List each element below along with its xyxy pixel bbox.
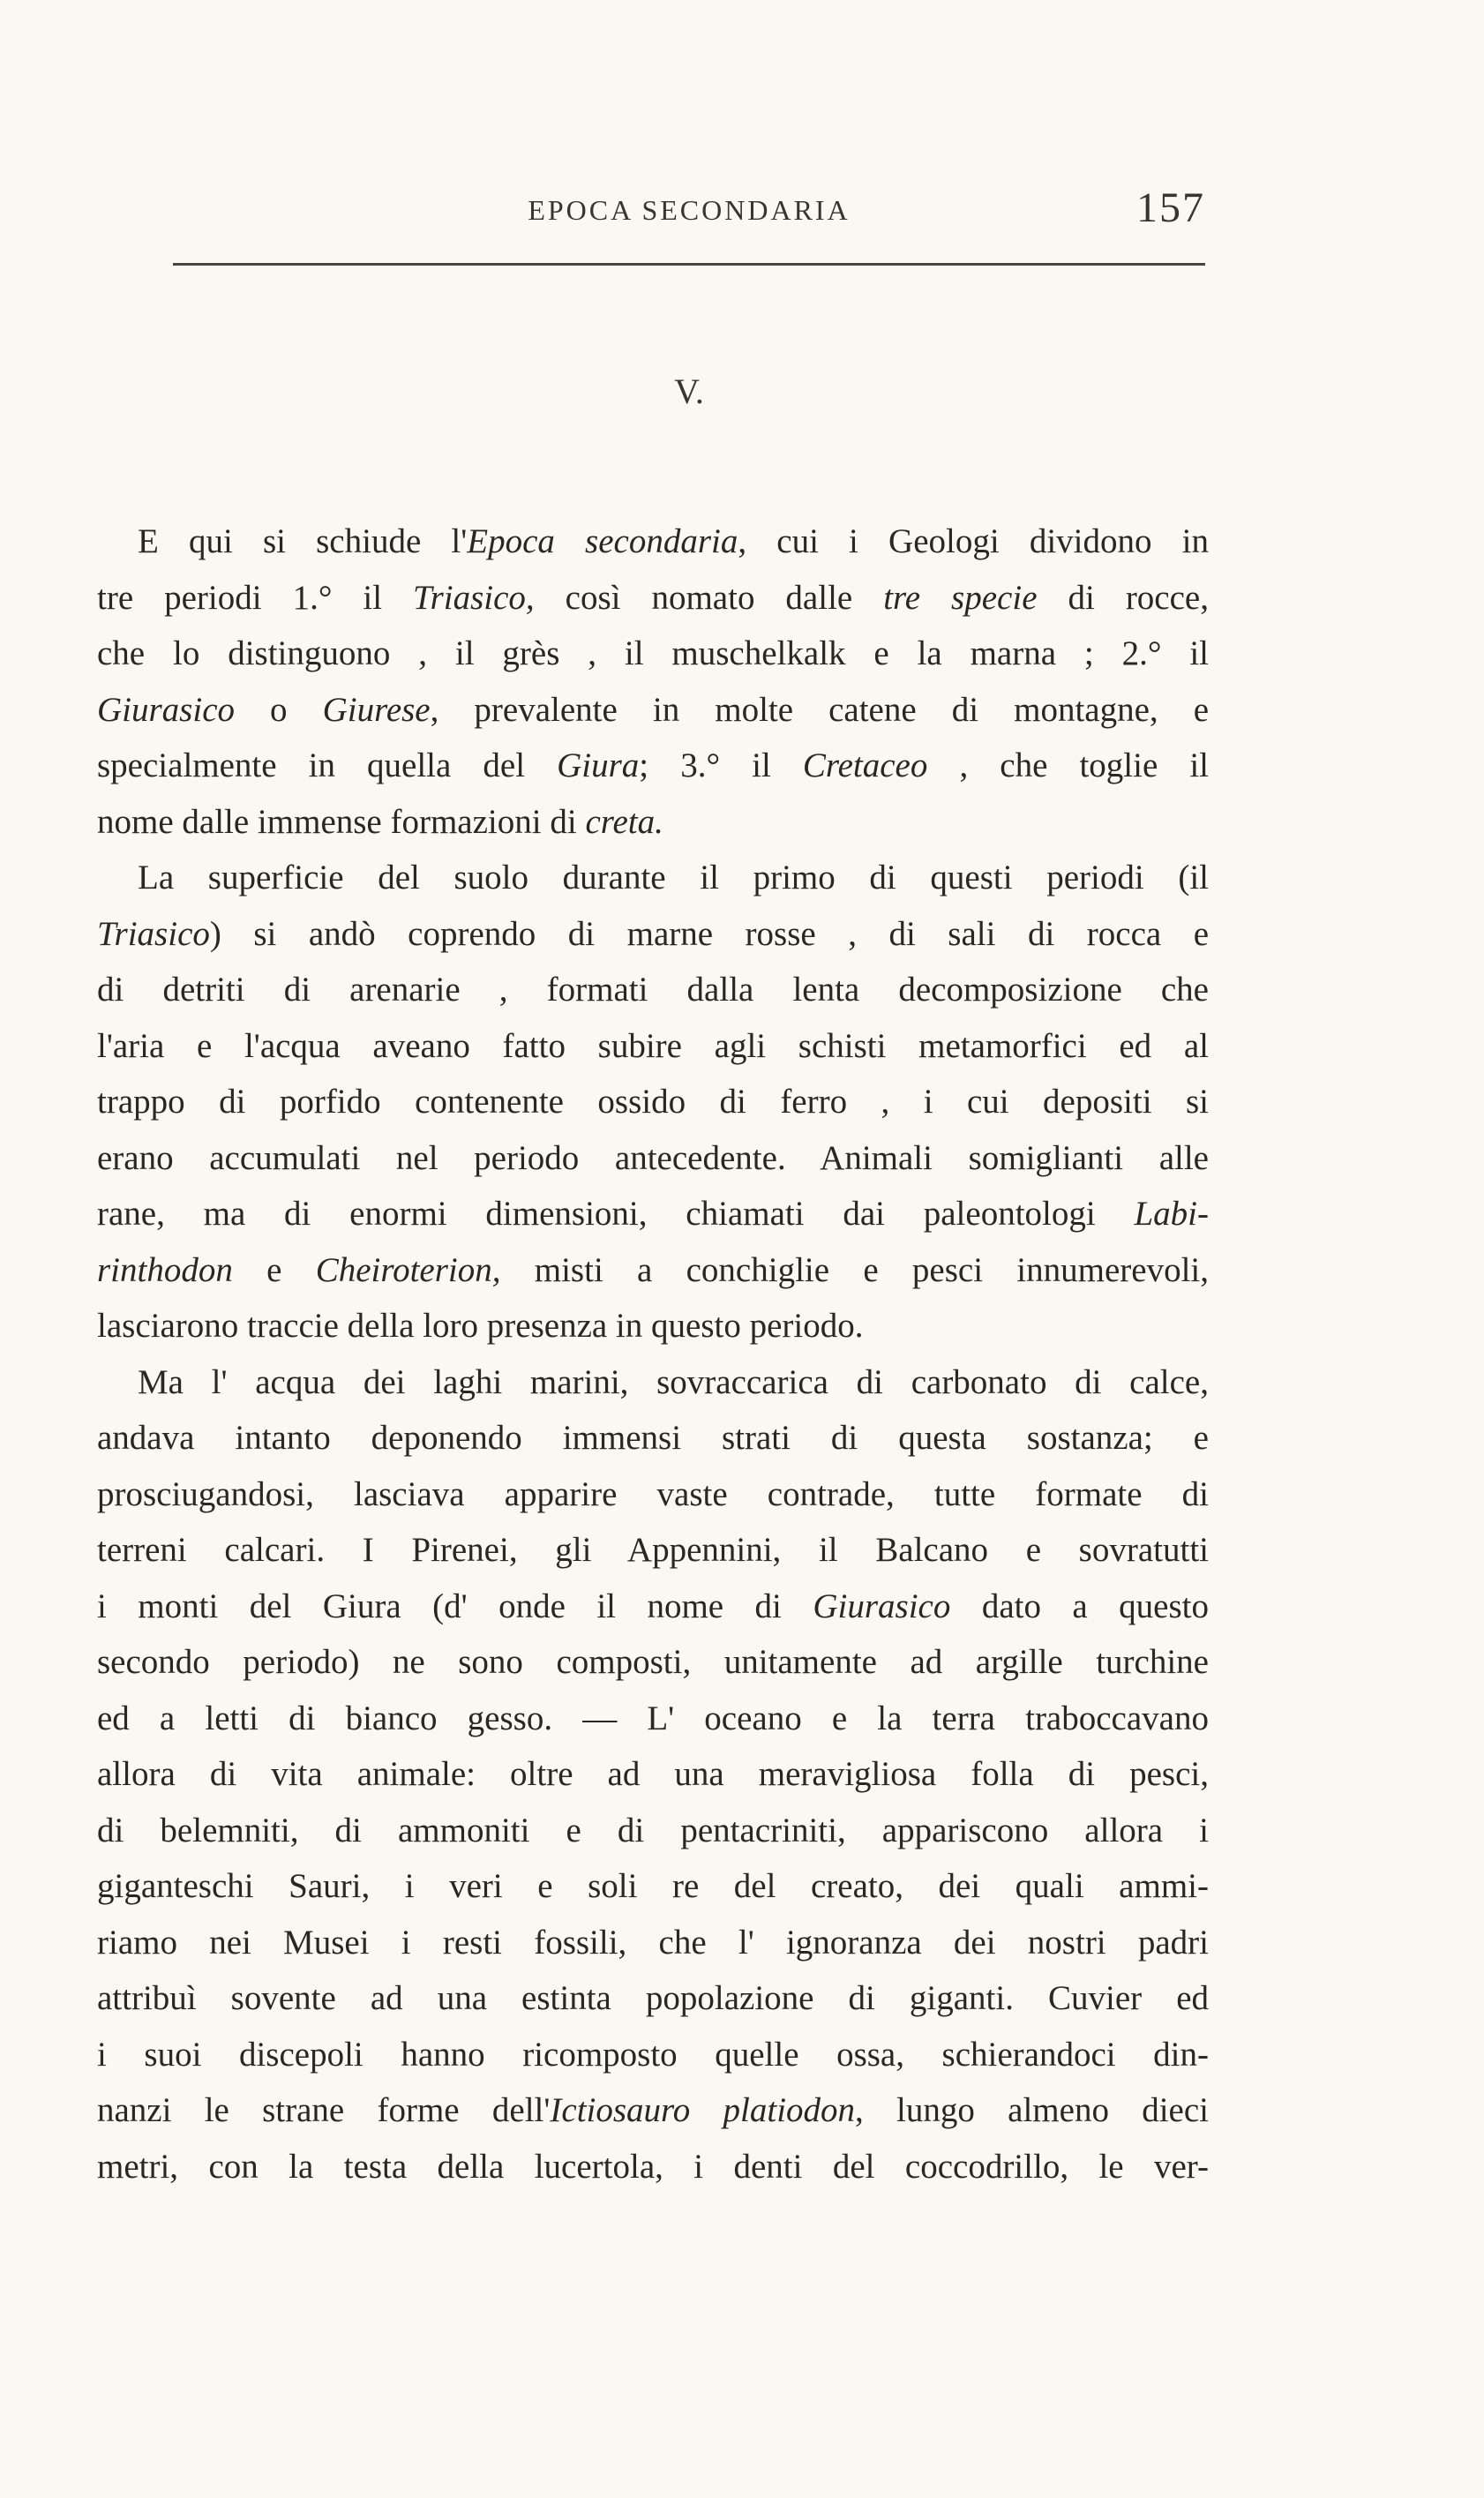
- text-line: [97, 1467, 1209, 1523]
- text-segment: di detriti di arenarie , formati dalla lenta decomposizione che: [97, 971, 1209, 1009]
- text-line: [97, 1410, 1209, 1467]
- text-line: [97, 2139, 1209, 2195]
- running-head: [173, 184, 1205, 236]
- italic-text-segment: Labi-: [1134, 1195, 1209, 1233]
- text-line: [97, 1970, 1209, 2027]
- italic-text-segment: Giura: [557, 746, 640, 784]
- text-segment: tre periodi 1.° il: [97, 578, 414, 617]
- text-segment: E qui si schiude l': [138, 522, 468, 560]
- text-segment: ) si andò coprendo di marne rosse , di sali di rocca e: [209, 914, 1209, 953]
- text-line: [97, 626, 1209, 682]
- header-rule: [173, 263, 1205, 266]
- italic-text-segment: Triasico,: [413, 578, 535, 617]
- body-text: [97, 514, 1209, 2194]
- text-line: [97, 906, 1209, 963]
- text-segment: , lungo almeno dieci: [855, 2091, 1209, 2129]
- text-line: [97, 1746, 1209, 1803]
- text-segment: Ma l' acqua dei laghi marini, sovraccarica di carbonato di calce,: [138, 1362, 1209, 1401]
- text-line: [97, 1242, 1209, 1299]
- italic-text-segment: creta.: [585, 802, 663, 841]
- italic-text-segment: Epoca secondaria: [467, 522, 738, 560]
- text-line: [97, 1186, 1209, 1242]
- text-line: [97, 850, 1209, 906]
- text-segment: allora di vita animale: oltre ad una meravigliosa folla di pesci,: [97, 1755, 1209, 1793]
- italic-text-segment: tre specie: [883, 578, 1038, 617]
- text-segment: i suoi discepoli hanno ricomposto quelle ossa, schierandoci din-: [97, 2035, 1209, 2074]
- text-segment: , prevalente in molte catene di montagne, e: [430, 690, 1209, 729]
- text-segment: trappo di porfido contenente ossido di ferro , i cui depositi si: [97, 1083, 1209, 1121]
- text-segment: che lo distinguono , il grès , il muschelkalk e la marna ; 2.° il: [97, 634, 1209, 672]
- text-line: [97, 2082, 1209, 2139]
- italic-text-segment: Cretaceo: [802, 746, 928, 784]
- text-line: [97, 1691, 1209, 1747]
- text-segment: andava intanto deponendo immensi strati di questa sostanza; e: [97, 1419, 1209, 1457]
- text-line: [97, 738, 1209, 794]
- text-line: [97, 1354, 1209, 1411]
- text-line: [97, 514, 1209, 570]
- text-line: [97, 2027, 1209, 2083]
- text-segment: nome dalle immense formazioni di: [97, 802, 586, 841]
- text-line: [97, 1579, 1209, 1635]
- text-line: [97, 1522, 1209, 1579]
- text-segment: specialmente in quella del: [97, 746, 558, 784]
- text-line: [97, 682, 1209, 739]
- text-segment: erano accumulati nel periodo antecedente. Animali somiglianti alle: [97, 1138, 1209, 1177]
- text-line: [97, 1074, 1209, 1130]
- text-segment: La superficie del suolo durante il primo di questi periodi (il: [138, 859, 1209, 896]
- text-segment: riamo nei Musei i resti fossili, che l' ignoranza dei nostri padri: [97, 1923, 1209, 1962]
- text-segment: rane, ma di enormi dimensioni, chiamati dai paleontologi: [97, 1195, 1135, 1233]
- italic-text-segment: Triasico: [97, 914, 210, 953]
- text-segment: o: [235, 690, 323, 729]
- text-line: [97, 1915, 1209, 1971]
- text-segment: misti a conchiglie e pesci innumerevoli,: [500, 1250, 1209, 1289]
- text-segment: l'aria e l'acqua aveano fatto subire agli schisti metamorfici ed al: [97, 1026, 1209, 1065]
- text-line: [97, 1130, 1209, 1187]
- text-line: [97, 1298, 1209, 1354]
- italic-text-segment: rinthodon: [97, 1250, 233, 1289]
- text-line: [97, 962, 1209, 1018]
- text-segment: metri, con la testa della lucertola, i denti del coccodrillo, le ver-: [97, 2147, 1209, 2186]
- italic-text-segment: Giurasico: [813, 1587, 951, 1625]
- italic-text-segment: Giurasico: [97, 690, 235, 729]
- text-line: [97, 570, 1209, 626]
- text-segment: dato a questo: [950, 1587, 1209, 1625]
- text-segment: di belemniti, di ammoniti e di pentacriniti, appariscono allora i: [97, 1811, 1209, 1849]
- text-segment: giganteschi Sauri, i veri e soli re del creato, dei quali ammi-: [97, 1867, 1209, 1905]
- text-segment: lasciarono traccie della loro presenza in questo periodo.: [97, 1307, 864, 1345]
- text-segment: ed a letti di bianco gesso. — L' oceano e la terra traboccavano: [97, 1699, 1209, 1737]
- italic-text-segment: Ictiosauro platiodon: [550, 2091, 856, 2129]
- text-segment: , che toglie il: [927, 746, 1209, 784]
- text-segment: terreni calcari. I Pirenei, gli Appennini, il Balcano e sovratutti: [97, 1531, 1209, 1569]
- text-segment: i monti del Giura (d' onde il nome di: [97, 1587, 813, 1625]
- section-numeral: V.: [674, 371, 704, 411]
- text-line: [97, 1858, 1209, 1915]
- text-segment: attribuì sovente ad una estinta popolazione di giganti. Cuvier ed: [97, 1979, 1209, 2017]
- page-number: 157: [1136, 184, 1205, 231]
- text-segment: così nomato dalle: [534, 578, 884, 617]
- italic-text-segment: Giurese: [322, 690, 431, 729]
- text-segment: di rocce,: [1037, 578, 1209, 617]
- text-line: [97, 794, 1209, 851]
- text-segment: prosciugandosi, lasciava apparire vaste contrade, tutte formate di: [97, 1474, 1209, 1513]
- text-segment: ; 3.° il: [639, 746, 803, 784]
- text-line: [97, 1018, 1209, 1075]
- text-line: [97, 1803, 1209, 1859]
- text-segment: secondo periodo) ne sono composti, unitamente ad argille turchine: [97, 1643, 1209, 1681]
- running-title: EPOCA SECONDARIA: [528, 194, 851, 226]
- text-segment: nanzi le strane forme dell': [97, 2091, 551, 2129]
- italic-text-segment: Cheiroterion,: [315, 1250, 501, 1289]
- text-line: [97, 1634, 1209, 1691]
- text-segment: , cui i Geologi dividono in: [738, 522, 1209, 560]
- text-segment: e: [232, 1250, 316, 1289]
